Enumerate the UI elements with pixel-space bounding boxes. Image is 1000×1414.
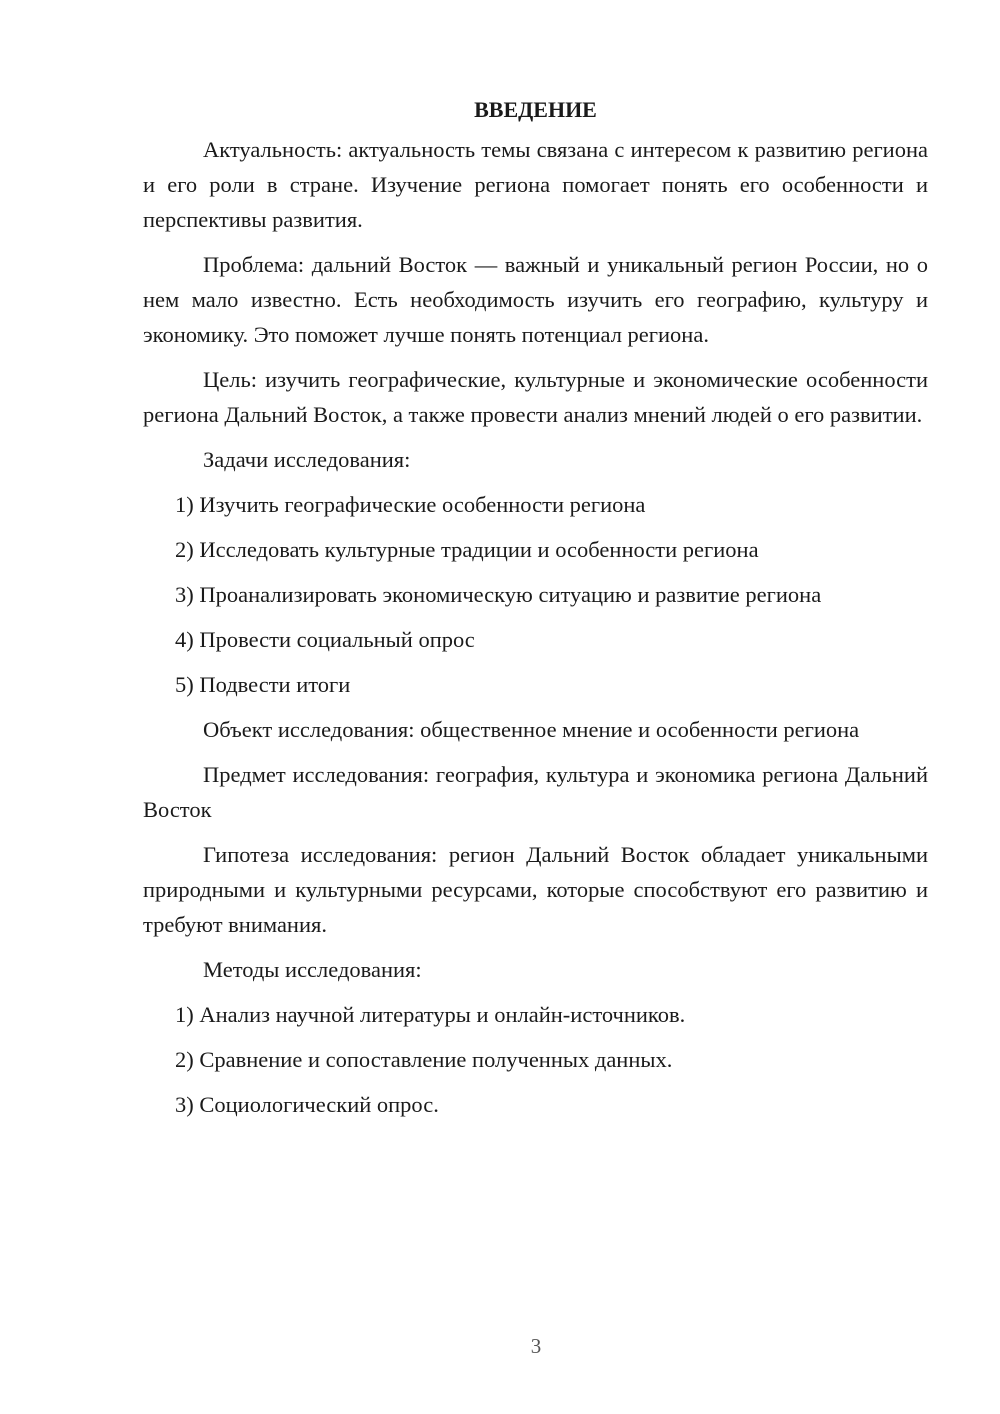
list-item: 2) Исследовать культурные традиции и особенности региона [175,537,759,562]
object-paragraph: Объект исследования: общественное мнение и особенности региона [203,717,860,742]
problem-paragraph: Проблема: дальний Восток — важный и уникальный регион России, но о нем мало известно. Есть необходимость изучить его географию, культуру и экономику. Это поможет лучше понять потенциал региона. [143,252,928,347]
list-item: 5) Подвести итоги [175,672,351,697]
tasks-list [143,487,928,702]
page-content [143,92,928,1132]
list-item: 3) Социологический опрос. [175,1092,439,1117]
list-item: 3) Проанализировать экономическую ситуацию и развитие региона [175,582,822,607]
list-item: 1) Анализ научной литературы и онлайн-источников. [175,1002,686,1027]
page-title: ВВЕДЕНИЕ [474,97,597,122]
hypothesis-paragraph: Гипотеза исследования: регион Дальний Восток обладает уникальными природными и культурными ресурсами, которые способствуют его развитию и требуют внимания. [143,842,928,937]
list-item: 1) Изучить географические особенности региона [175,492,646,517]
subject-paragraph: Предмет исследования: география, культура и экономика региона Дальний Восток [143,762,928,822]
list-item: 2) Сравнение и сопоставление полученных данных. [175,1047,673,1072]
methods-list [143,997,928,1122]
relevance-paragraph: Актуальность: актуальность темы связана с интересом к развитию региона и его роли в стране. Изучение региона помогает понять его особенности и перспективы развития. [143,137,928,232]
methods-heading: Методы исследования: [203,957,422,982]
tasks-heading: Задачи исследования: [203,447,411,472]
list-item: 4) Провести социальный опрос [175,627,475,652]
goal-paragraph: Цель: изучить географические, культурные и экономические особенности региона Дальний Восток, а также провести анализ мнений людей о его развитии. [143,367,928,427]
page-number: 3 [530,1334,542,1358]
